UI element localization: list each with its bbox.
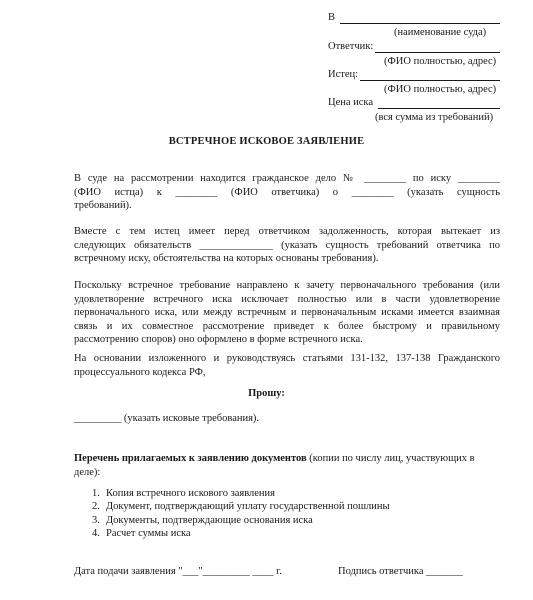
paragraph-line: первоначального иска, или между встречным и первоначальным исками имеется взаимная [74, 307, 500, 319]
paragraph-line: удовлетворение встречного иска исключает полностью или в части удовлетворение [74, 293, 500, 305]
attachments-heading-bold: Перечень прилагаемых к заявлению документов [74, 453, 307, 464]
paragraph-line: связь и их совместное рассмотрение приведет к более быстрому и правильному [74, 320, 500, 332]
court-prefix: В [328, 12, 336, 23]
request-heading: Прошу: [248, 388, 285, 399]
paragraph-line: требований). [74, 200, 132, 212]
paragraph-line: Вместе с тем истец имеет перед ответчиком задолженность, которая вытекает из [74, 226, 500, 237]
price-label: Цена иска [328, 97, 374, 108]
price-line [378, 108, 500, 109]
paragraph-line: следующих обязательств ______________ (указать сущность требований ответчика по [74, 239, 500, 251]
paragraph-debt [74, 225, 500, 266]
plaintiff-label: Истец: [328, 69, 359, 80]
attachments-list [92, 487, 390, 541]
defendant-signature: Подпись ответчика _______ [338, 566, 463, 577]
defendant-label: Ответчик: [328, 41, 374, 52]
attachments-heading-rest: (копии по числу лиц, участвующих в [306, 453, 475, 464]
paragraph-case [74, 172, 500, 213]
document-title: ВСТРЕЧНОЕ ИСКОВОЕ ЗАЯВЛЕНИЕ [168, 136, 365, 147]
defendant-hint: (ФИО полностью, адрес) [384, 56, 497, 67]
price-hint: (вся сумма из требований) [375, 112, 494, 123]
list-item: 2. Документ, подтверждающий уплату государственной пошлины [92, 501, 390, 513]
request-body: _________ (указать исковые требования). [74, 413, 260, 424]
list-item: 1. Копия встречного искового заявления [92, 488, 275, 499]
attachments-heading-line2: деле): [74, 466, 101, 478]
paragraph-line: процессуального кодекса РФ, [74, 366, 206, 378]
defendant-line [375, 52, 500, 53]
paragraph-line: Поскольку встречное требование направлено к зачету первоначального требования (или [74, 280, 500, 291]
plaintiff-hint: (ФИО полностью, адрес) [384, 84, 497, 95]
paragraph-line: На основании изложенного и руководствуясь статьями 131-132, 137-138 Гражданского [74, 353, 500, 364]
paragraph-line: В суде на рассмотрении находится гражданское дело № ________ по иску ________ [74, 173, 500, 184]
paragraph-legal-basis [74, 352, 500, 379]
paragraph-line: встречному иску, обстоятельства на которых основаны требования). [74, 253, 379, 265]
paragraph-line: (ФИО истца) к ________ (ФИО ответчика) о ________ (указать сущность [74, 186, 500, 198]
filing-date: Дата подачи заявления "___"_________ ____ г. [74, 566, 282, 577]
list-item: 3. Документы, подтверждающие основания иска [92, 514, 313, 526]
attachments-heading [74, 452, 500, 479]
court-name-line [340, 23, 500, 24]
paragraph-line: рассмотрению споров) оно оформлено в форме встречного иска. [74, 334, 363, 346]
plaintiff-line [360, 80, 500, 81]
court-hint: (наименование суда) [394, 27, 487, 38]
paragraph-grounds [74, 279, 500, 347]
list-item: 4. Расчет суммы иска [92, 528, 191, 540]
